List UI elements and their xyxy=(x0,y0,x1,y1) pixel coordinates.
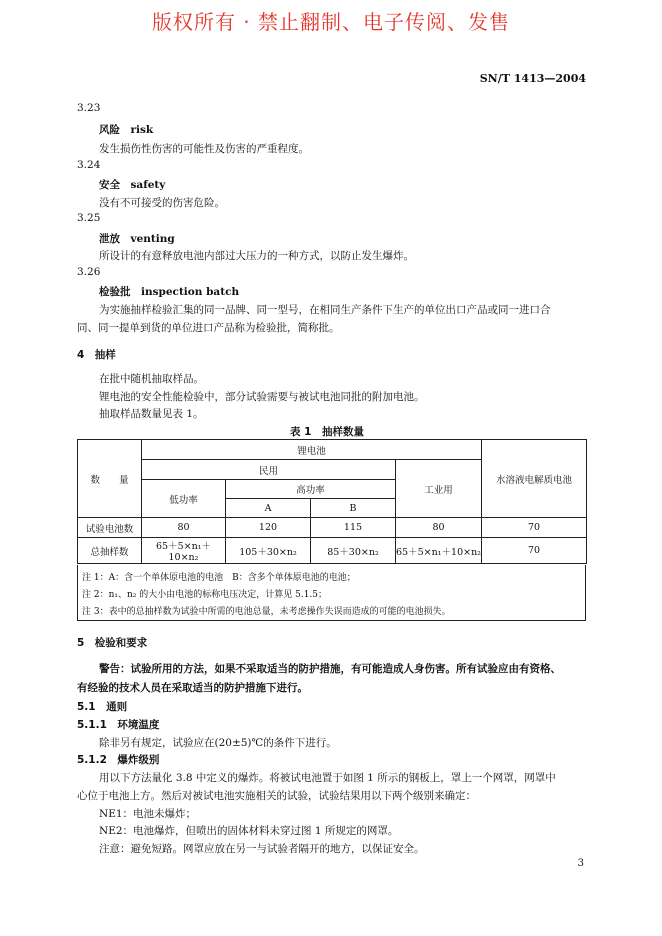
term-heading: 安全 safety xyxy=(99,179,166,191)
clause-number: 3.25 xyxy=(77,212,101,224)
table-row xyxy=(78,518,587,538)
row-label: 试验电池数 xyxy=(78,518,142,538)
header-civil: 民用 xyxy=(142,460,396,480)
term-heading: 泄放 venting xyxy=(99,233,175,245)
page-number: 3 xyxy=(577,858,584,869)
explosion-level: NE2：电池爆炸，但喷出的固体材料未穿过图 1 所规定的网罩。 xyxy=(99,825,399,837)
term-heading: 风险 risk xyxy=(99,124,154,136)
paragraph: 在批中随机抽取样品。 xyxy=(99,373,204,385)
header-b: B xyxy=(311,499,396,518)
section-heading: 5 检验和要求 xyxy=(77,637,148,649)
term-definition: 为实施抽样检验汇集的同一品牌、同一型号，在相同生产条件下生产的单位出口产品或同一进口合 xyxy=(99,304,551,316)
header-low-power: 低功率 xyxy=(142,480,226,518)
section-heading: 4 抽样 xyxy=(77,349,116,361)
header-aqueous: 水溶液电解质电池 xyxy=(482,440,587,518)
header-a: A xyxy=(226,499,311,518)
table-cell: 65＋5×n₁＋10×n₂ xyxy=(396,538,482,564)
warning-text: 警告：试验所用的方法，如果不采取适当的防护措施，有可能造成人身伤害。所有试验应由有资格、 xyxy=(99,663,561,675)
table-cell: 70 xyxy=(482,538,587,564)
paragraph: 抽取样品数量见表 1。 xyxy=(99,408,204,420)
term-heading: 检验批 inspection batch xyxy=(99,286,240,298)
table-cell: 65＋5×n₁＋10×n₂ xyxy=(142,538,226,564)
standard-number: SN/T 1413—2004 xyxy=(479,72,586,85)
table-cell: 70 xyxy=(482,518,587,538)
subsection-heading: 5.1.2 爆炸级别 xyxy=(77,754,160,766)
paragraph: 锂电池的安全性能检验中，部分试验需要与被试电池同批的附加电池。 xyxy=(99,391,425,403)
header-lithium: 锂电池 xyxy=(142,440,482,460)
table-cell: 120 xyxy=(226,518,311,538)
clause-number: 3.24 xyxy=(77,159,101,171)
explosion-level: NE1：电池未爆炸； xyxy=(99,808,197,820)
paragraph: 用以下方法量化 3.8 中定义的爆炸。将被试电池置于如图 1 所示的钢板上，罩上一个网罩，网罩中 xyxy=(99,772,556,784)
table-note: 注 3：表中的总抽样数为试验中所需的电池总量，未考虑操作失误而造成的可能的电池损失。 xyxy=(82,607,451,617)
subsection-heading: 5.1.1 环境温度 xyxy=(77,719,160,731)
row-label: 总抽样数 xyxy=(78,538,142,564)
table-cell: 80 xyxy=(396,518,482,538)
table-cell: 80 xyxy=(142,518,226,538)
subsection-heading: 5.1 通则 xyxy=(77,701,128,713)
clause-number: 3.23 xyxy=(77,102,101,114)
header-industrial: 工业用 xyxy=(396,460,482,518)
clause-number: 3.26 xyxy=(77,266,101,278)
table-cell: 105＋30×n₂ xyxy=(226,538,311,564)
term-definition-cont: 同、同一提单到货的单位进口产品称为检验批，简称批。 xyxy=(77,322,340,334)
term-definition: 没有不可接受的伤害危险。 xyxy=(99,197,225,209)
term-definition: 所设计的有意释放电池内部过大压力的一种方式，以防止发生爆炸。 xyxy=(99,250,414,262)
warning-text-cont: 有经验的技术人员在采取适当的防护措施下进行。 xyxy=(77,682,308,694)
header-quantity: 数 量 xyxy=(78,440,142,518)
header-high-power: 高功率 xyxy=(226,480,396,499)
table-title: 表 1 抽样数量 xyxy=(290,426,364,438)
note-text: 注意：避免短路。网罩应放在另一与试验者隔开的地方，以保证安全。 xyxy=(99,843,425,855)
paragraph-cont: 心位于电池上方。然后对被试电池实施相关的试验，试验结果用以下两个级别来确定： xyxy=(77,790,476,802)
paragraph: 除非另有规定，试验应在(20±5)℃的条件下进行。 xyxy=(99,737,337,749)
table-note: 注 1：A：含一个单体原电池的电池 B：含多个单体原电池的电池； xyxy=(82,573,356,583)
table-notes xyxy=(77,565,586,621)
table-note: 注 2：n₁、n₂ 的大小由电池的标称电压决定，计算见 5.1.5； xyxy=(82,590,328,600)
table-cell: 115 xyxy=(311,518,396,538)
table-row xyxy=(78,538,587,564)
term-definition: 发生损伤性伤害的可能性及伤害的严重程度。 xyxy=(99,143,309,155)
sampling-table xyxy=(77,439,587,564)
copyright-banner: 版权所有 · 禁止翻制、电子传阅、发售 xyxy=(151,10,511,34)
table-cell: 85＋30×n₂ xyxy=(311,538,396,564)
